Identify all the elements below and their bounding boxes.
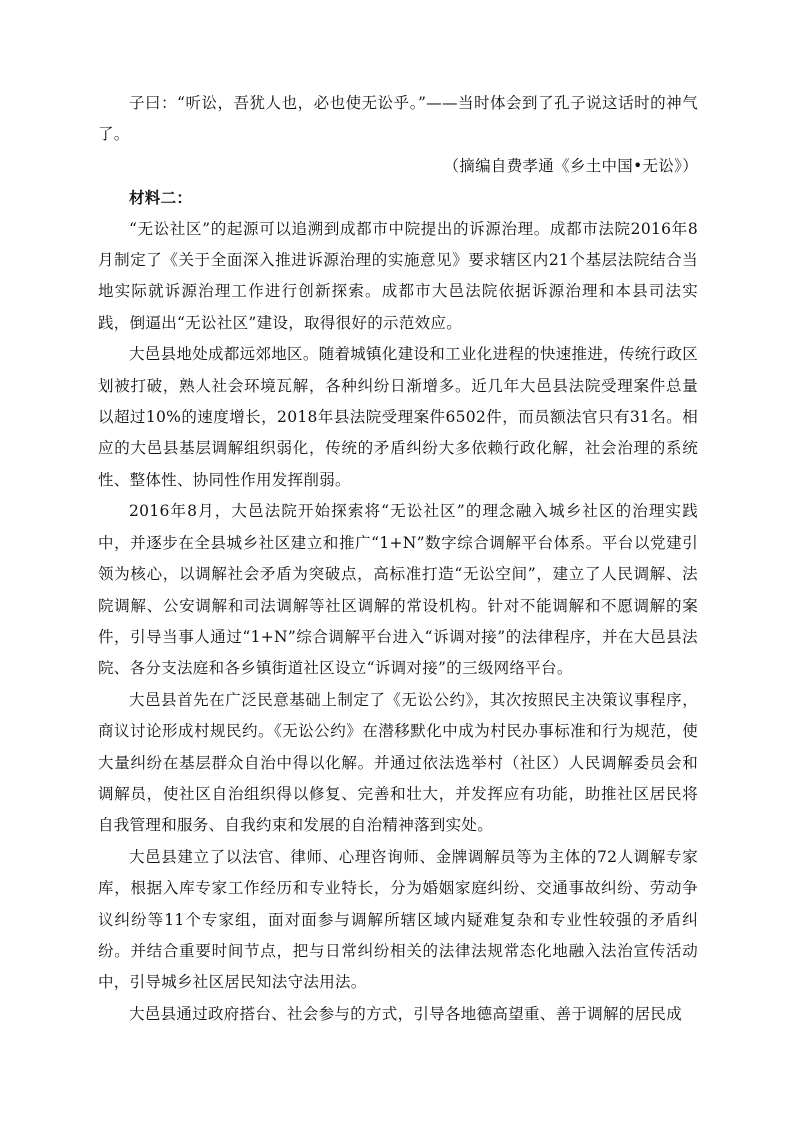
paragraph-expert-pool: 大邑县建立了以法官、律师、心理咨询师、金牌调解员等为主体的72人调解专家库，根据入库专家工作经历和专业特长，分为婚姻家庭纠纷、交通事故纠纷、劳动争议纠纷等11个专家组，面对面参与调解所辖区域内疑难复杂和专业性较强的矛盾纠纷。并结合重要时间节点，把与日常纠纷相关的法律法规常态化地融入法治宣传活动中，引导城乡社区居民知法守法用法。	[98, 847, 698, 992]
paragraph-dayi-background: 大邑县地处成都远郊地区。随着城镇化建设和工业化进程的快速推进，传统行政区划被打破，熟人社会环境瓦解，各种纠纷日渐增多。近几年大邑县法院受理案件总量以超过10%的速度增长，2018年县法院受理案件6502件，而员额法官只有31名。相应的大邑县基层调解组织弱化，传统的矛盾纠纷大多依赖行政化解，社会治理的系统性、整体性、协同性作用发挥削弱。	[98, 345, 698, 489]
paragraph-convention: 大邑县首先在广泛民意基础上制定了《无讼公约》，其次按照民主决策议事程序，商议讨论形成村规民约。《无讼公约》在潜移默化中成为村民办事标准和行为规范，使大量纠纷在基层群众自治中得以化解。并通过依法选举村（社区）人民调解委员会和调解员，使社区自治组织得以修复、完善和壮大，并发挥应有功能，助推社区居民将自我管理和服务、自我约束和发展的自治精神落到实处。	[98, 690, 698, 835]
document-page	[98, 88, 698, 1030]
paragraph-government-platform: 大邑县通过政府搭台、社会参与的方式，引导各地德高望重、善于调解的居民成	[129, 1004, 683, 1023]
source-citation: （摘编自费孝通《乡土中国•无讼》）	[443, 156, 698, 175]
paragraph-confucius-quote: 子曰：“听讼，吾犹人也，必也使无讼乎。”——当时体会到了孔子说这话时的神气了。	[98, 94, 698, 144]
paragraph-origin: “无讼社区”的起源可以追溯到成都市中院提出的诉源治理。成都市法院2016年8月制定了《关于全面深入推进诉源治理的实施意见》要求辖区内21个基层法院结合当地实际就诉源治理工作进行创新探索。成都市大邑法院依据诉源治理和本县司法实践，倒逼出“无讼社区”建设，取得很好的示范效应。	[98, 219, 698, 332]
material-two-heading: 材料二：	[129, 188, 193, 208]
paragraph-platform: 2016年8月，大邑法院开始探索将“无讼社区”的理念融入城乡社区的治理实践中，并逐步在全县城乡社区建立和推广“1+N”数字综合调解平台体系。平台以党建引领为核心，以调解社会矛盾为突破点，高标准打造“无讼空间”，建立了人民调解、法院调解、公安调解和司法调解等社区调解的常设机构。针对不能调解和不愿调解的案件，引导当事人通过“1+N”综合调解平台进入“诉调对接”的法律程序，并在大邑县法院、各分支法庭和各乡镇街道社区设立“诉调对接”的三级网络平台。	[98, 502, 698, 678]
